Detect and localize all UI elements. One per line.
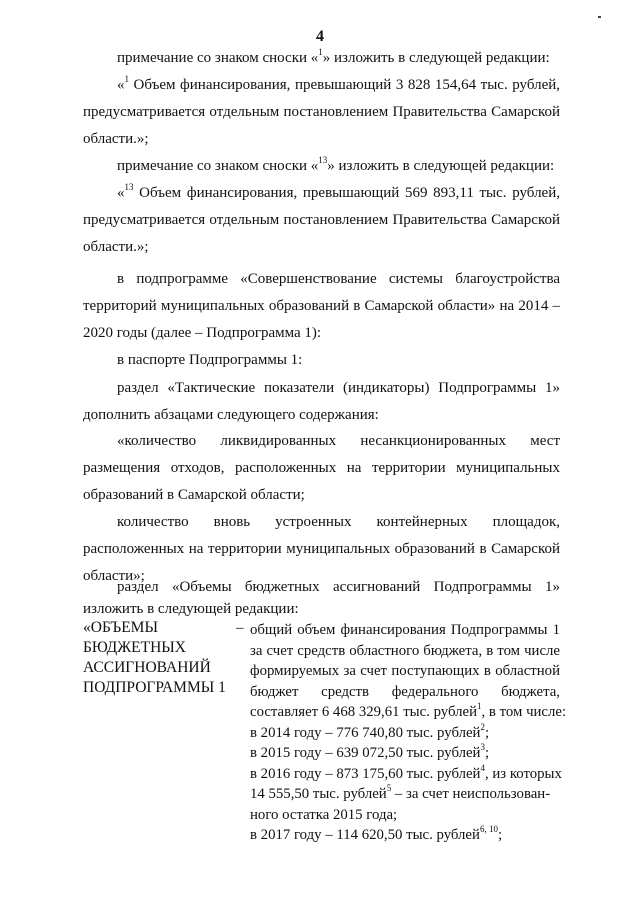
- paragraph-budget-section-line2: изложить в следующей редакции:: [83, 601, 299, 617]
- paragraph-footnote-1-line2: предусматривается отдельным постановлением Правительства Самарской: [83, 104, 560, 120]
- paragraph-footnote-13-line3: области.»;: [83, 239, 149, 255]
- budget-line-3: формируемых за счет поступающих в областной: [250, 663, 560, 679]
- paragraph-indicator-1-line3: образований в Самарской области;: [83, 487, 305, 503]
- scan-mark: [598, 16, 601, 18]
- budget-line-2015: в 2015 году – 639 072,50 тыс. рублей$^3$;: [250, 742, 490, 761]
- budget-table-right-content: [250, 620, 567, 846]
- paragraph-subprogram-line1: в подпрограмме «Совершенствование системы благоустройства: [117, 271, 560, 287]
- paragraph-footnote-1-line1: «$^1$ Объем финансирования, превышающий 3 828 154,64 тыс. рублей,: [117, 74, 560, 93]
- heading-line-1: «ОБЪЕМЫ: [83, 619, 158, 636]
- table-dash: –: [236, 620, 244, 636]
- paragraph-indicator-2-line2: расположенных на территории муниципальных образований в Самарской: [83, 541, 560, 557]
- budget-line-4: бюджет средств федерального бюджета,: [250, 683, 560, 700]
- paragraph-footnote-1-note: примечание со знаком сноски «$^1$» изложить в следующей редакции:: [117, 47, 550, 66]
- paragraph-tactical-line2: дополнить абзацами следующего содержания:: [83, 407, 379, 423]
- paragraph-subprogram-line2: территорий муниципальных образований в Самарской области» на 2014 –: [83, 298, 560, 314]
- paragraph-passport: в паспорте Подпрограммы 1:: [117, 352, 303, 368]
- paragraph-indicator-1-line2: размещения отходов, расположенных на территории муниципальных: [83, 460, 560, 476]
- paragraph-footnote-13-line1: «$^{13}$ Объем финансирования, превышающий 569 893,11 тыс. рублей,: [117, 182, 560, 201]
- budget-line-2017: в 2017 году – 114 620,50 тыс. рублей$^{6, 10}$;: [250, 824, 503, 843]
- budget-line-2: за счет средств областного бюджета, в том числе: [250, 642, 560, 659]
- paragraph-tactical-line1: раздел «Тактические показатели (индикаторы) Подпрограммы 1»: [117, 380, 560, 396]
- heading-line-4: ПОДПРОГРАММЫ 1: [83, 679, 226, 696]
- budget-line-1: общий объем финансирования Подпрограммы 1: [250, 622, 560, 638]
- budget-table-left-heading: [83, 618, 233, 698]
- heading-line-2: БЮДЖЕТНЫХ: [83, 639, 186, 656]
- paragraph-indicator-2-line3: области»;: [83, 568, 145, 584]
- heading-line-3: АССИГНОВАНИЙ: [83, 659, 211, 676]
- budget-line-2016-detail: 14 555,50 тыс. рублей$^5$ – за счет неиспользован-: [250, 783, 551, 802]
- paragraph-budget-section-line1: раздел «Объемы бюджетных ассигнований Подпрограммы 1»: [117, 579, 560, 595]
- budget-line-2016: в 2016 году – 873 175,60 тыс. рублей$^4$, из которых: [250, 762, 562, 782]
- paragraph-indicator-1-line1: «количество ликвидированных несанкционированных мест: [117, 433, 560, 449]
- paragraph-footnote-1-line3: области.»;: [83, 131, 149, 147]
- paragraph-subprogram-line3: 2020 годы (далее – Подпрограмма 1):: [83, 325, 322, 341]
- paragraph-indicator-2-line1: количество вновь устроенных контейнерных площадок,: [117, 514, 560, 530]
- budget-line-2014: в 2014 году – 776 740,80 тыс. рублей$^2$;: [250, 721, 490, 741]
- budget-line-2016-detail-end: ного остатка 2015 года;: [250, 806, 398, 823]
- paragraph-footnote-13-note: примечание со знаком сноски «$^{13}$» изложить в следующей редакции:: [117, 155, 555, 174]
- page-number: 4: [316, 28, 324, 45]
- paragraph-footnote-13-line2: предусматривается отдельным постановлением Правительства Самарской: [83, 212, 560, 228]
- budget-line-5: составляет 6 468 329,61 тыс. рублей$^1$, в том числе:: [250, 701, 567, 720]
